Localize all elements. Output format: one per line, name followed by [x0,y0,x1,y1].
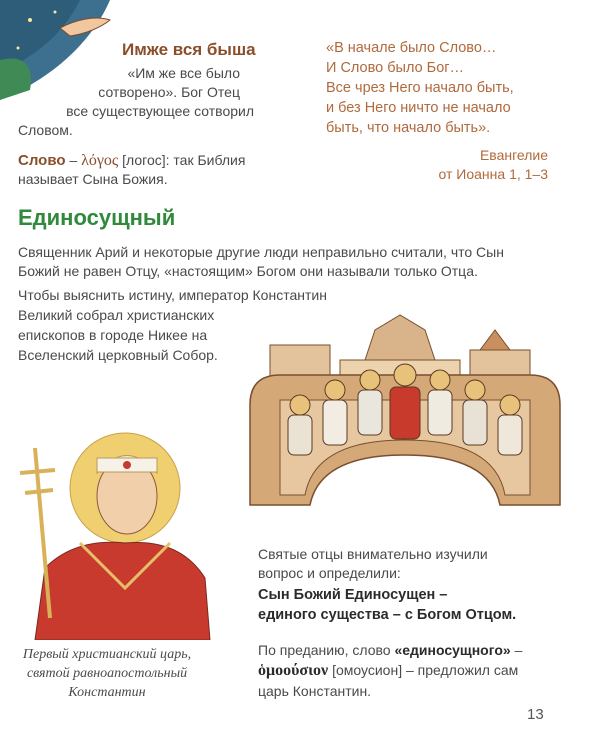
quote-source-line: от Иоанна 1, 1–3 [438,166,548,182]
logos-line2: называет Сына Божия. [18,171,168,187]
logos-note [18,151,245,189]
page-number: 13 [527,706,544,723]
tradition-paragraph [258,640,522,701]
dogma-line: единого существа – с Богом Отцом. [258,607,517,623]
tradition-greek: ὁμοούσιον [258,662,329,679]
intro-line: Божий не равен Отцу, «настоящим» Богом они называли только Отца. [18,263,478,279]
conclusion-line: вопрос и определили: [258,565,401,581]
quote-line: и без Него ничто не начало [326,100,511,116]
council-line: епископов в городе Никее на [18,327,208,343]
sidebar-text-line: сотворено». Бог Отец [98,84,240,100]
council-line: Вселенский церковный Собор. [18,347,218,363]
council-line: Великий собрал христианских [18,307,215,323]
logos-rest: [логос]: так Библия [118,152,246,168]
caption-line: Первый христианский царь, [22,647,192,662]
quote-line: Все чрез Него начало быть, [326,80,514,96]
quote-line: быть, что начало быть». [326,120,491,136]
sidebar-text [0,64,300,121]
council-illustration [240,305,570,530]
sidebar-text-line: Словом. [18,122,73,138]
caption-line: святой равноапостольный [26,666,188,681]
logos-term: Слово [18,152,66,169]
logos-greek: λόγος [81,152,119,169]
quote-line: «В начале было Слово… [326,40,497,56]
sidebar-title: Имже вся быша [122,40,256,59]
dogma-line: Сын Божий Единосущен – [258,587,448,603]
quote-source [400,146,548,184]
tradition-line3: царь Константин. [258,683,372,699]
sidebar-text-line: «Им же все было [127,65,240,81]
tradition-line2: [омоусион] – предложил сам [328,662,519,678]
logos-dash: – [65,152,82,168]
council-line: Чтобы выяснить истину, император Константин [18,287,327,303]
tradition-prefix: По преданию, слово [258,642,395,658]
tradition-word: «единосущного» [394,642,511,658]
constantine-icon [5,418,215,640]
quote-line: И Слово было Бог… [326,60,465,76]
section-heading: Единосущный [18,205,176,230]
gospel-quote [326,38,514,138]
icon-caption [0,645,214,702]
conclusion-dogma [258,585,516,625]
conclusion-line: Святые отцы внимательно изучили [258,546,488,562]
sidebar-text-line: все существующее сотворил [66,103,254,119]
intro-paragraph [18,243,588,281]
caption-line: Константин [68,685,146,700]
quote-source-line: Евангелие [479,147,548,163]
intro-line: Священник Арий и некоторые другие люди неправильно считали, что Сын [18,244,504,260]
conclusion [258,545,488,583]
tradition-suffix: – [510,642,523,658]
